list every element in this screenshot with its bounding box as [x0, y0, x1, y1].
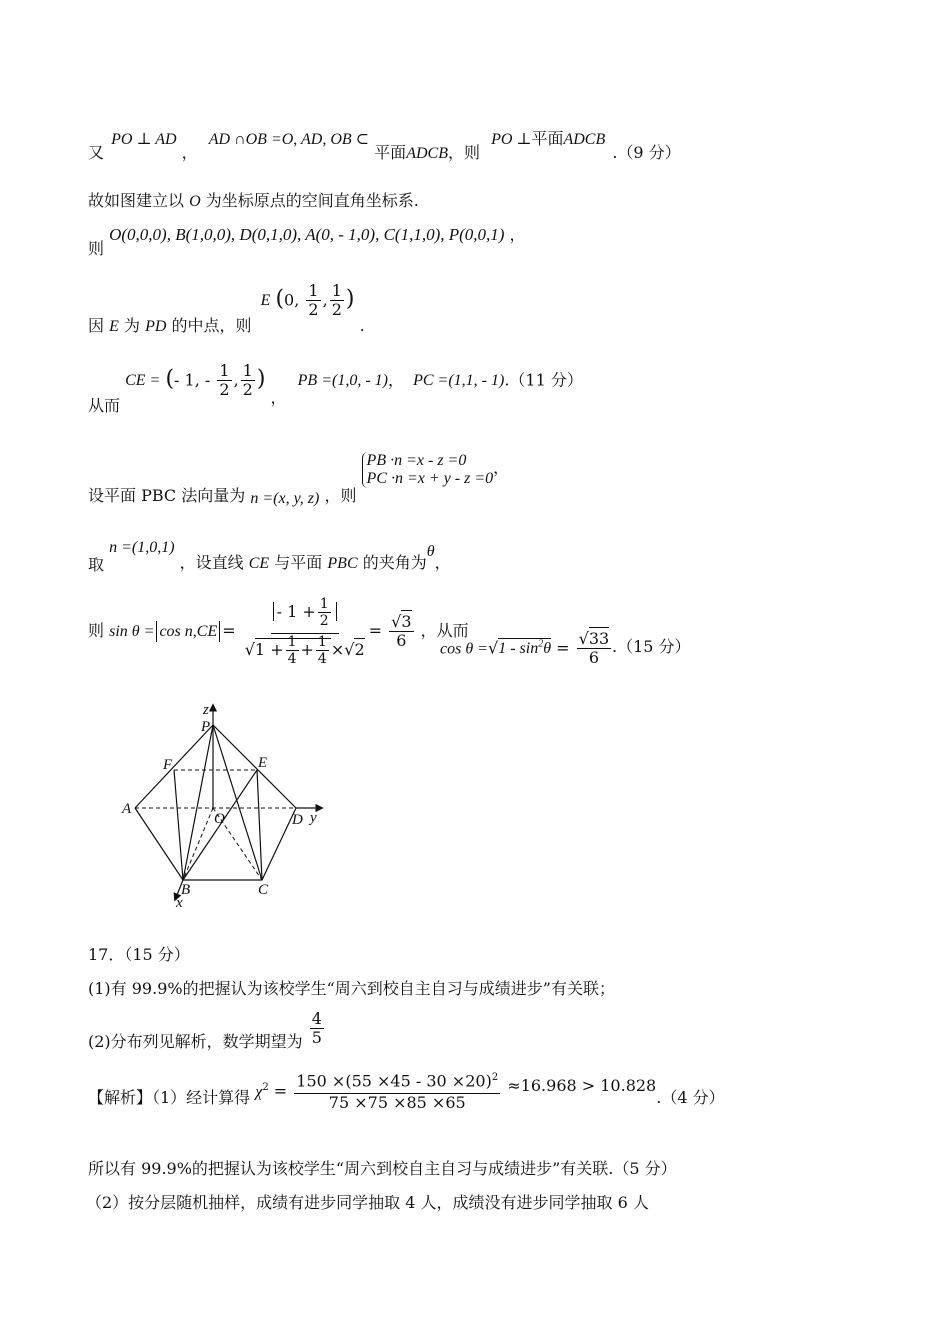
edges-outline [135, 725, 296, 880]
line-sin-theta: 则 sin θ = cos n,CE = - 1 + $\frac{1}{2}$ √1 + $\frac{1}{4}$ + $\frac{1}{4}$ ×√2 = $\frac{√3}{6}$ ，从而 [88, 596, 469, 668]
label-p: P [201, 719, 211, 735]
q17-analysis: 【解析】（1）经计算得 $\chi^2$ = $\frac{150 \times(55 \times 45 - 30 \times 20)^2}{75 \times 75 \times 85 \times 65}$ ≈16.968 > 10.828.（4 分） [88, 1071, 725, 1112]
math-po-perp-ad: PO ⊥ AD [111, 131, 177, 148]
dashed-ob [183, 808, 213, 880]
q17-header: 17．（15 分） [88, 945, 190, 964]
label-f: F [163, 757, 173, 773]
label-b: B [181, 882, 191, 898]
math-po-perp-plane: PO ⊥ [491, 131, 532, 148]
label-y: y [310, 810, 317, 826]
q17-answer-2: (2)分布列见解析，数学期望为 $\frac{4}{5}$ [88, 1009, 322, 1052]
line-normal-vector: 设平面 PBC 法向量为 n =(x, y, z) ，则 PB ·n =x - z =0 PC ·n =x + y - z =0 ， [88, 452, 510, 507]
line-vectors: 从而 CE = (- 1, - $\frac{1}{2}$ , $\frac{1}{2}$ ) ， PB =(1,0, - 1)， PC =(1,1, - 1).（11 分） [88, 361, 583, 416]
line-coordinates: 则 O(0,0,0), B(1,0,0), D(0,1,0), A(0, - 1,0), C(1,1,0), P(0,0,1) ， [88, 225, 526, 258]
edge-ec [257, 770, 262, 880]
label-z: z [203, 702, 209, 718]
score-15: .（15 分） [612, 637, 691, 656]
math-vector-pc: PC =(1,1, - 1) [413, 372, 505, 390]
math-sin-lhs: sin θ = [109, 623, 155, 641]
label-e: E [258, 755, 268, 771]
label-d: D [292, 812, 303, 828]
q17-answer-1: (1)有 99.9%的把握认为该校学生“周六到校自主自习与成绩进步”有关联； [88, 979, 615, 998]
fraction-sin: - 1 + $\frac{1}{2}$ √1 + $\frac{1}{4}$ + $\frac{1}{4}$ ×√2 [244, 596, 365, 668]
math-point-e: E [260, 292, 271, 310]
line-cos-theta: $\cos \theta =√1 - \sin^2\theta$ = $\frac{√33}{6}$ [440, 629, 610, 668]
math-ad-cap-ob: AD ∩OB =O, AD, OB ⊂ [208, 131, 370, 148]
label-x: x [176, 895, 183, 910]
equation-system: PB ·n =x - z =0 PC ·n =x + y - z =0 [362, 452, 494, 488]
line-midpoint-e: 因 E 为 PD 的中点，则 E (0, $\frac{1}{2}$ , $\frac{1}{2}$ ) . [88, 281, 365, 336]
q17-part2: （2）按分层随机抽样，成绩有进步同学抽取 4 人，成绩没有进步同学抽取 6 人 [86, 1193, 649, 1212]
math-n-value: n =(1,0,1) [109, 539, 175, 556]
pyramid-figure [110, 700, 350, 910]
line-take-n: 取 n =(1,0,1) ，设直线 CE 与平面 PBC 的夹角为θ， [88, 539, 451, 574]
edge-pc [213, 725, 262, 880]
math-point-coords: O(0,0,0), B(1,0,0), D(0,1,0), A(0, - 1,0), C(1,1,0), P(0,0,1) [109, 225, 505, 244]
line-perpendicular: 又 PO ⊥ AD ， AD ∩OB =O, AD, OB ⊂ 平面ADCB，则 PO ⊥平面ADCB .（9 分） [88, 129, 681, 162]
math-n-def: n =(x, y, z) [250, 489, 320, 507]
chi-square-fraction: $\frac{150 \times(55 \times 45 - 30 \times 20)^2}{75 \times 75 \times 85 \times 65}$ [296, 1071, 499, 1112]
score-11: .（11 分） [504, 370, 583, 390]
q17-conclusion: 所以有 99.9%的把握认为该校学生“周六到校自主自习与成绩进步”有关联.（5 分） [88, 1159, 677, 1178]
label-a: A [122, 801, 132, 817]
math-vector-pb: PB =(1,0, - 1) [297, 372, 388, 390]
label-o: O [214, 811, 225, 827]
math-vector-ce: CE = [125, 372, 161, 390]
edge-fb [174, 770, 183, 880]
label-c: C [258, 882, 269, 898]
score-4: .（4 分） [656, 1087, 725, 1107]
line-coordinate-system: 故如图建立以 O 为坐标原点的空间直角坐标系. [88, 191, 419, 210]
score-9: .（9 分） [612, 143, 681, 162]
